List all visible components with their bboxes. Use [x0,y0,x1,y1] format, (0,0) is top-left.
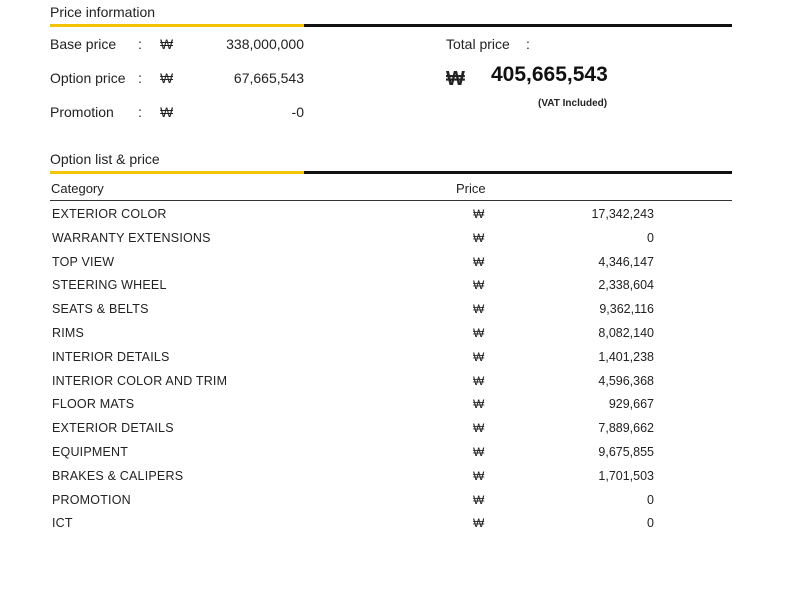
price-information-divider [50,24,732,27]
table-row [50,514,732,538]
divider-accent [50,171,304,174]
total-price-value: 405,665,543 [491,63,608,86]
option-price-value: 67,665,543 [233,70,304,86]
option-category: FLOOR MATS [52,397,135,412]
vat-note: (VAT Included) [538,98,608,109]
table-row [50,348,732,372]
won-currency-icon: ₩ [473,302,485,317]
won-currency-icon: ₩ [473,421,485,436]
table-row [50,419,732,443]
divider-accent [50,24,304,27]
option-price: 17,342,243 [591,207,654,221]
option-category: TOP VIEW [52,254,115,269]
option-list-divider [50,171,732,174]
won-currency-icon: ₩ [160,36,174,52]
won-currency-icon: ₩ [473,325,485,340]
won-currency-icon: ₩ [473,516,485,531]
option-category: EXTERIOR DETAILS [52,421,174,436]
option-price-label: Option price [50,70,126,86]
option-price: 8,082,140 [598,325,654,340]
option-price: 4,596,368 [598,373,654,388]
colon: : [138,36,142,52]
option-category: EXTERIOR COLOR [52,207,167,221]
won-currency-icon: ₩ [473,207,485,221]
base-price-value: 338,000,000 [226,36,304,52]
won-currency-icon: ₩ [446,68,465,90]
base-price-row [50,36,304,56]
option-price: 0 [647,516,654,531]
option-category: PROMOTION [52,492,131,507]
option-price: 9,675,855 [598,444,654,459]
option-category: WARRANTY EXTENSIONS [52,230,211,245]
option-price: 9,362,116 [599,302,654,317]
option-price: 929,667 [608,397,654,412]
table-row [50,205,732,229]
colon: : [138,70,142,86]
table-row [50,229,732,253]
option-category: EQUIPMENT [52,444,129,459]
won-currency-icon: ₩ [473,278,485,293]
table-row [50,395,732,419]
option-category: INTERIOR DETAILS [52,349,170,364]
won-currency-icon: ₩ [473,230,485,245]
option-category: ICT [52,516,73,531]
option-price: 4,346,147 [598,254,654,269]
option-price: 0 [647,230,654,245]
table-row [50,491,732,515]
table-row [50,253,732,277]
option-category: STEERING WHEEL [52,278,167,293]
table-row [50,443,732,467]
promotion-label: Promotion [50,104,114,120]
option-price: 7,889,662 [598,421,654,436]
won-currency-icon: ₩ [473,349,485,364]
category-column-header: Category [51,181,104,196]
option-price: 1,401,238 [598,349,654,364]
table-row [50,324,732,348]
option-price: 1,701,503 [598,468,654,483]
option-price-row [50,70,304,90]
promotion-row [50,104,304,124]
option-price: 0 [647,492,654,507]
won-currency-icon: ₩ [473,373,485,388]
option-list-title: Option list & price [50,151,160,167]
table-row [50,276,732,300]
option-category: RIMS [52,325,85,340]
won-currency-icon: ₩ [473,397,485,412]
won-currency-icon: ₩ [473,492,485,507]
won-currency-icon: ₩ [473,444,485,459]
colon: : [138,104,142,120]
table-header [50,181,732,201]
table-row [50,300,732,324]
won-currency-icon: ₩ [473,468,485,483]
base-price-label: Base price [50,36,117,52]
option-price: 2,338,604 [598,278,654,293]
price-column-header: Price [456,181,486,196]
table-row [50,372,732,396]
colon: : [526,36,530,52]
option-category: SEATS & BELTS [52,302,149,317]
price-information-title: Price information [50,4,156,20]
option-category: BRAKES & CALIPERS [52,468,184,483]
total-price-label: Total price [446,36,510,52]
table-header-rule [50,200,732,201]
won-currency-icon: ₩ [473,254,485,269]
promotion-value: -0 [291,104,304,120]
won-currency-icon: ₩ [160,70,174,86]
table-row [50,467,732,491]
option-category: INTERIOR COLOR AND TRIM [52,373,228,388]
option-table-body [50,205,732,538]
won-currency-icon: ₩ [160,104,174,120]
